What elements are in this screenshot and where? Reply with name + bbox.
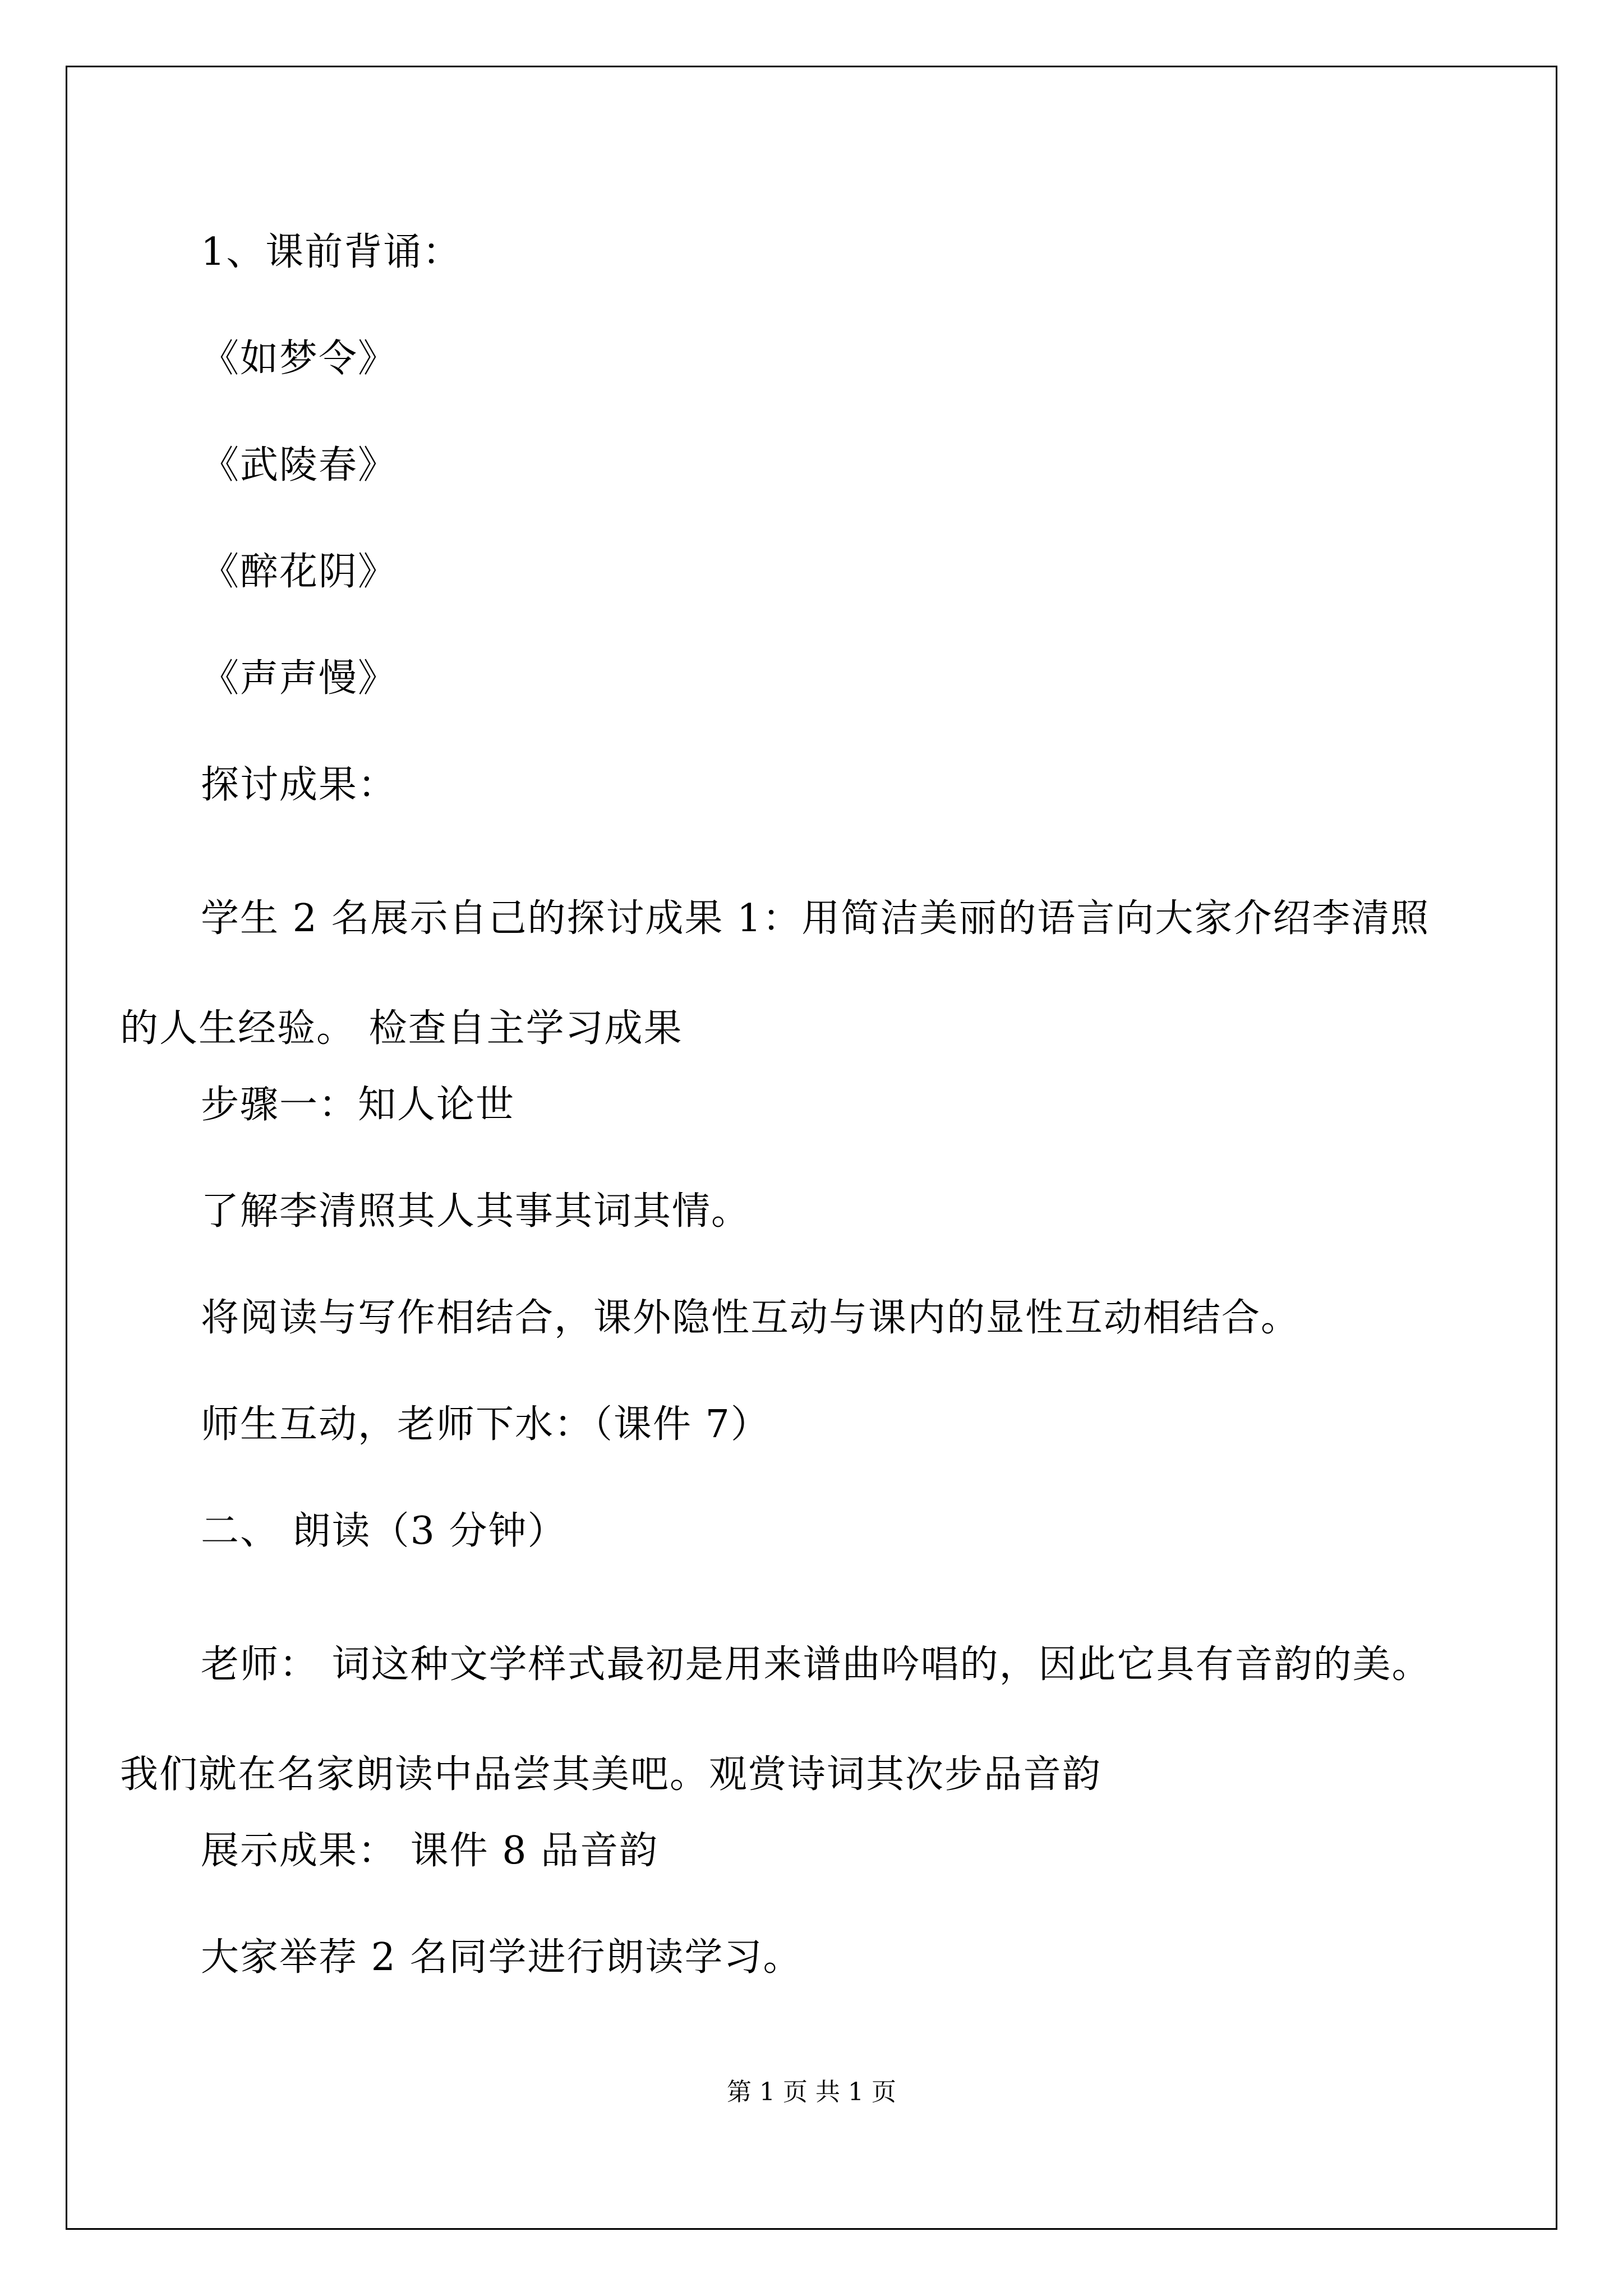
paragraph-student-presentation: 学生 2 名展示自己的探讨成果 1：用简洁美丽的语言向大家介绍李清照的人生经验。 检查自主学习成果 [120, 896, 1430, 1051]
page-border [66, 66, 1557, 2230]
paragraph-understand-li-qingzhao: 了解李清照其人其事其词其情。 [201, 1189, 751, 1234]
paragraph-section-two-reading: 二、 朗读（3 分钟） [201, 1509, 567, 1553]
paragraph-teacher-explanation: 老师： 词这种文学样式最初是用来谱曲吟唱的，因此它具有音韵的美。我们就在名家朗读中品尝其美吧。观赏诗词其次步品音韵 [120, 1642, 1431, 1797]
paragraph-recommend-students: 大家举荐 2 名同学进行朗读学习。 [201, 1935, 803, 1980]
paragraph-show-results: 展示成果： 课件 8 品音韵 [201, 1829, 659, 1873]
paragraph-poem-zuihuayin: 《醉花阴》 [201, 550, 398, 594]
paragraph-poem-shengshengman: 《声声慢》 [201, 656, 398, 701]
page-footer: 第 1 页 共 1 页 [727, 2078, 896, 2106]
paragraph-recitation-heading: 1、课前背诵： [201, 230, 462, 274]
paragraph-teacher-student-interaction: 师生互动，老师下水：（课件 7） [201, 1402, 770, 1447]
paragraph-reading-writing: 将阅读与写作相结合，课外隐性互动与课内的显性互动相结合。 [201, 1296, 1301, 1340]
paragraph-poem-rumengling: 《如梦令》 [201, 337, 398, 381]
paragraph-poem-wulingchun: 《武陵春》 [201, 443, 398, 487]
paragraph-step-one: 步骤一：知人论世 [201, 1083, 515, 1127]
paragraph-discussion-results-label: 探讨成果： [201, 763, 398, 807]
